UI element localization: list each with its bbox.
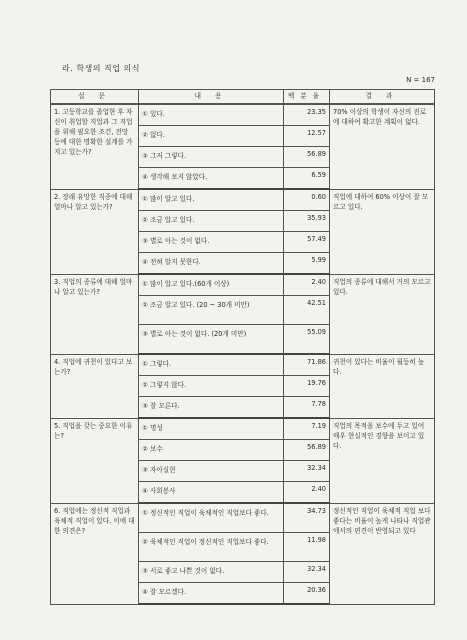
header-row bbox=[51, 90, 435, 105]
option-cell: ② 그렇지 않다. bbox=[139, 376, 284, 397]
percentage-cell: 57.49 bbox=[284, 232, 330, 253]
option-cell: ② 없다. bbox=[139, 126, 284, 147]
option-cell: ① 많이 알고 있다. bbox=[139, 189, 284, 211]
option-cell: ① 있다. bbox=[139, 104, 284, 126]
question-cell: 5. 직업을 갖는 중요한 이유는? bbox=[51, 418, 139, 503]
option-cell: ④ 사회봉사 bbox=[139, 482, 284, 504]
option-cell: ③ 서로 좋고 나쁜 것이 없다. bbox=[139, 562, 284, 583]
header-content: 내 용 bbox=[139, 90, 284, 105]
option-cell: ③ 자아실현 bbox=[139, 461, 284, 482]
percentage-cell: 5.99 bbox=[284, 253, 330, 275]
option-cell: ③ 그저 그렇다. bbox=[139, 147, 284, 168]
table-row bbox=[51, 104, 435, 126]
table-row bbox=[51, 354, 435, 376]
page-title: 라. 학생의 직업 의식 bbox=[62, 64, 140, 73]
percentage-cell: 7.78 bbox=[284, 397, 330, 419]
header-result: 결 과 bbox=[330, 90, 435, 105]
result-cell: 직업의 종류에 대해서 거의 모르고 있다. bbox=[330, 274, 435, 354]
header-percentage: 백분율 bbox=[284, 90, 330, 105]
option-cell: ③ 별로 아는 것이 없다. (20개 미만) bbox=[139, 325, 284, 355]
table-row bbox=[51, 503, 435, 533]
option-cell: ① 정신적인 직업이 육체적인 직업보다 좋다. bbox=[139, 503, 284, 533]
question-cell: 4. 직업에 귀천이 있다고 보는가? bbox=[51, 354, 139, 418]
option-cell: ② 육체적인 직업이 정신적인 직업보다 좋다. bbox=[139, 533, 284, 562]
option-cell: ④ 잘 모르겠다. bbox=[139, 583, 284, 605]
option-cell: ④ 전혀 알지 못한다. bbox=[139, 253, 284, 275]
percentage-cell: 42.51 bbox=[284, 296, 330, 325]
percentage-cell: 0.60 bbox=[284, 189, 330, 211]
percentage-cell: 12.57 bbox=[284, 126, 330, 147]
option-cell: ④ 생각해 보지 않았다. bbox=[139, 168, 284, 190]
sample-size-label: N = 167 bbox=[406, 76, 435, 84]
table-row bbox=[51, 189, 435, 211]
percentage-cell: 34.73 bbox=[284, 503, 330, 533]
percentage-cell: 71.86 bbox=[284, 354, 330, 376]
percentage-cell: 32.34 bbox=[284, 461, 330, 482]
percentage-cell: 32.34 bbox=[284, 562, 330, 583]
option-cell: ③ 잘 모른다. bbox=[139, 397, 284, 419]
percentage-cell: 35.93 bbox=[284, 211, 330, 232]
percentage-cell: 7.19 bbox=[284, 418, 330, 440]
question-cell: 2. 장래 유망한 직종에 대해 얼마나 알고 있는가? bbox=[51, 189, 139, 274]
table-row bbox=[51, 274, 435, 296]
result-cell: 70% 이상의 학생이 자신의 진로에 대하여 확고한 계획이 없다. bbox=[330, 104, 435, 189]
table-row bbox=[51, 418, 435, 440]
percentage-cell: 19.76 bbox=[284, 376, 330, 397]
option-cell: ① 많이 알고 있다.(60개 이상) bbox=[139, 274, 284, 296]
result-cell: 정신적인 직업이 육체적 직업 보다 좋다는 비율이 높게 나타나 직업관에서의 편견이 반영되고 있다 bbox=[330, 503, 435, 604]
header-question: 설 문 bbox=[51, 90, 139, 105]
result-cell: 직업에 대하여 60% 이상이 잘 모르고 있다. bbox=[330, 189, 435, 274]
option-cell: ② 보수 bbox=[139, 440, 284, 461]
percentage-cell: 23.35 bbox=[284, 104, 330, 126]
question-cell: 3. 직업의 종류에 대해 얼마나 알고 있는가? bbox=[51, 274, 139, 354]
percentage-cell: 56.89 bbox=[284, 147, 330, 168]
result-cell: 직업의 목적을 보수에 두고 있어 매우 현실적인 경향을 보이고 있다. bbox=[330, 418, 435, 503]
percentage-cell: 2.40 bbox=[284, 274, 330, 296]
percentage-cell: 6.59 bbox=[284, 168, 330, 190]
question-cell: 1. 고등학교를 졸업한 후 자신이 취업할 직업과 그 직업을 위해 필요한 조건, 전망 등에 대한 명확한 설계를 가지고 있는가? bbox=[51, 104, 139, 189]
percentage-cell: 11.98 bbox=[284, 533, 330, 562]
question-cell: 6. 직업에는 정신적 직업과 육체적 직업이 있다. 이에 대한 의견은? bbox=[51, 503, 139, 604]
percentage-cell: 55.09 bbox=[284, 325, 330, 355]
option-cell: ③ 별로 아는 것이 없다. bbox=[139, 232, 284, 253]
survey-table bbox=[50, 89, 435, 605]
result-cell: 귀천이 있다는 비율이 월등히 높다. bbox=[330, 354, 435, 418]
percentage-cell: 2.40 bbox=[284, 482, 330, 504]
option-cell: ① 명성 bbox=[139, 418, 284, 440]
option-cell: ② 조금 알고 있다. (20 ~ 30개 미만) bbox=[139, 296, 284, 325]
percentage-cell: 56.89 bbox=[284, 440, 330, 461]
option-cell: ② 조금 알고 있다. bbox=[139, 211, 284, 232]
percentage-cell: 20.36 bbox=[284, 583, 330, 605]
option-cell: ① 그렇다. bbox=[139, 354, 284, 376]
